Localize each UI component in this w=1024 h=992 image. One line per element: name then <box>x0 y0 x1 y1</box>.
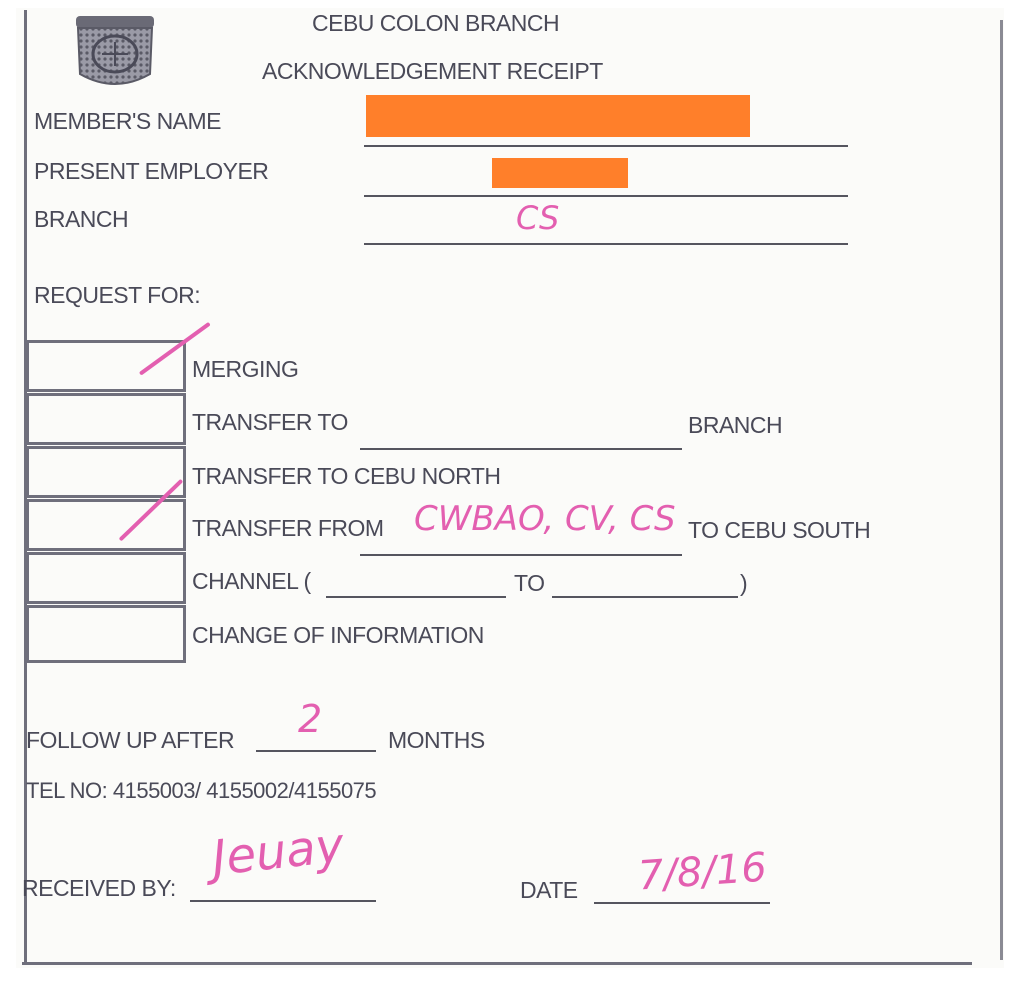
follow-up-prefix: FOLLOW UP AFTER <box>26 727 235 753</box>
present-employer-redaction <box>492 158 628 188</box>
branch-handwritten-value: CS <box>516 199 560 237</box>
follow-up-line <box>256 750 376 752</box>
checkbox-channel[interactable] <box>26 552 186 604</box>
option-change-of-information: CHANGE OF INFORMATION <box>192 622 484 648</box>
follow-up-handwritten-value: 2 <box>298 697 323 741</box>
checkbox-transfer-to[interactable] <box>26 393 186 445</box>
option-merging: MERGING <box>192 356 299 382</box>
checkbox-transfer-to-cebu-north[interactable] <box>26 446 186 498</box>
channel-to-text: TO <box>514 570 545 596</box>
channel-close-paren: ) <box>740 570 748 596</box>
transfer-from-destination: TO CEBU SOUTH <box>688 517 871 543</box>
transfer-to-branch-suffix: BRANCH <box>688 412 783 438</box>
present-employer-line <box>364 195 848 197</box>
received-by-signature: Jeuay <box>209 817 347 887</box>
date-handwritten-value: 7/8/16 <box>636 844 769 900</box>
members-name-line <box>364 145 848 147</box>
checkbox-transfer-from[interactable] <box>26 499 186 551</box>
transfer-from-line <box>360 554 682 556</box>
receipt-title: ACKNOWLEDGEMENT RECEIPT <box>262 58 603 84</box>
members-name-redaction <box>366 95 750 137</box>
received-by-label: RECEIVED BY: <box>22 875 176 901</box>
transfer-to-line <box>360 448 682 450</box>
date-line <box>594 902 770 904</box>
option-channel: CHANNEL ( <box>192 568 311 594</box>
members-name-label: MEMBER'S NAME <box>34 108 222 134</box>
checkbox-merging[interactable] <box>26 340 186 392</box>
channel-from-line <box>326 596 506 598</box>
branch-label: BRANCH <box>34 206 129 232</box>
telephone-numbers: TEL NO: 4155003/ 4155002/4155075 <box>26 778 377 803</box>
channel-to-line <box>552 596 738 598</box>
option-transfer-from: TRANSFER FROM <box>192 515 384 541</box>
transfer-from-handwritten-value: CWBAO, CV, CS <box>414 499 676 539</box>
follow-up-suffix: MONTHS <box>388 727 485 753</box>
form-border-right <box>1000 20 1003 960</box>
form-border-bottom <box>22 962 972 965</box>
branch-line <box>364 243 848 245</box>
present-employer-label: PRESENT EMPLOYER <box>34 158 269 184</box>
option-transfer-to-cebu-north: TRANSFER TO CEBU NORTH <box>192 463 501 489</box>
option-transfer-to: TRANSFER TO <box>192 409 348 435</box>
checkbox-change-of-information[interactable] <box>26 605 186 663</box>
branch-title: CEBU COLON BRANCH <box>312 10 560 36</box>
date-label: DATE <box>520 877 578 903</box>
request-for-label: REQUEST FOR: <box>34 282 201 308</box>
received-by-line <box>190 900 376 902</box>
company-seal-logo <box>72 14 158 90</box>
